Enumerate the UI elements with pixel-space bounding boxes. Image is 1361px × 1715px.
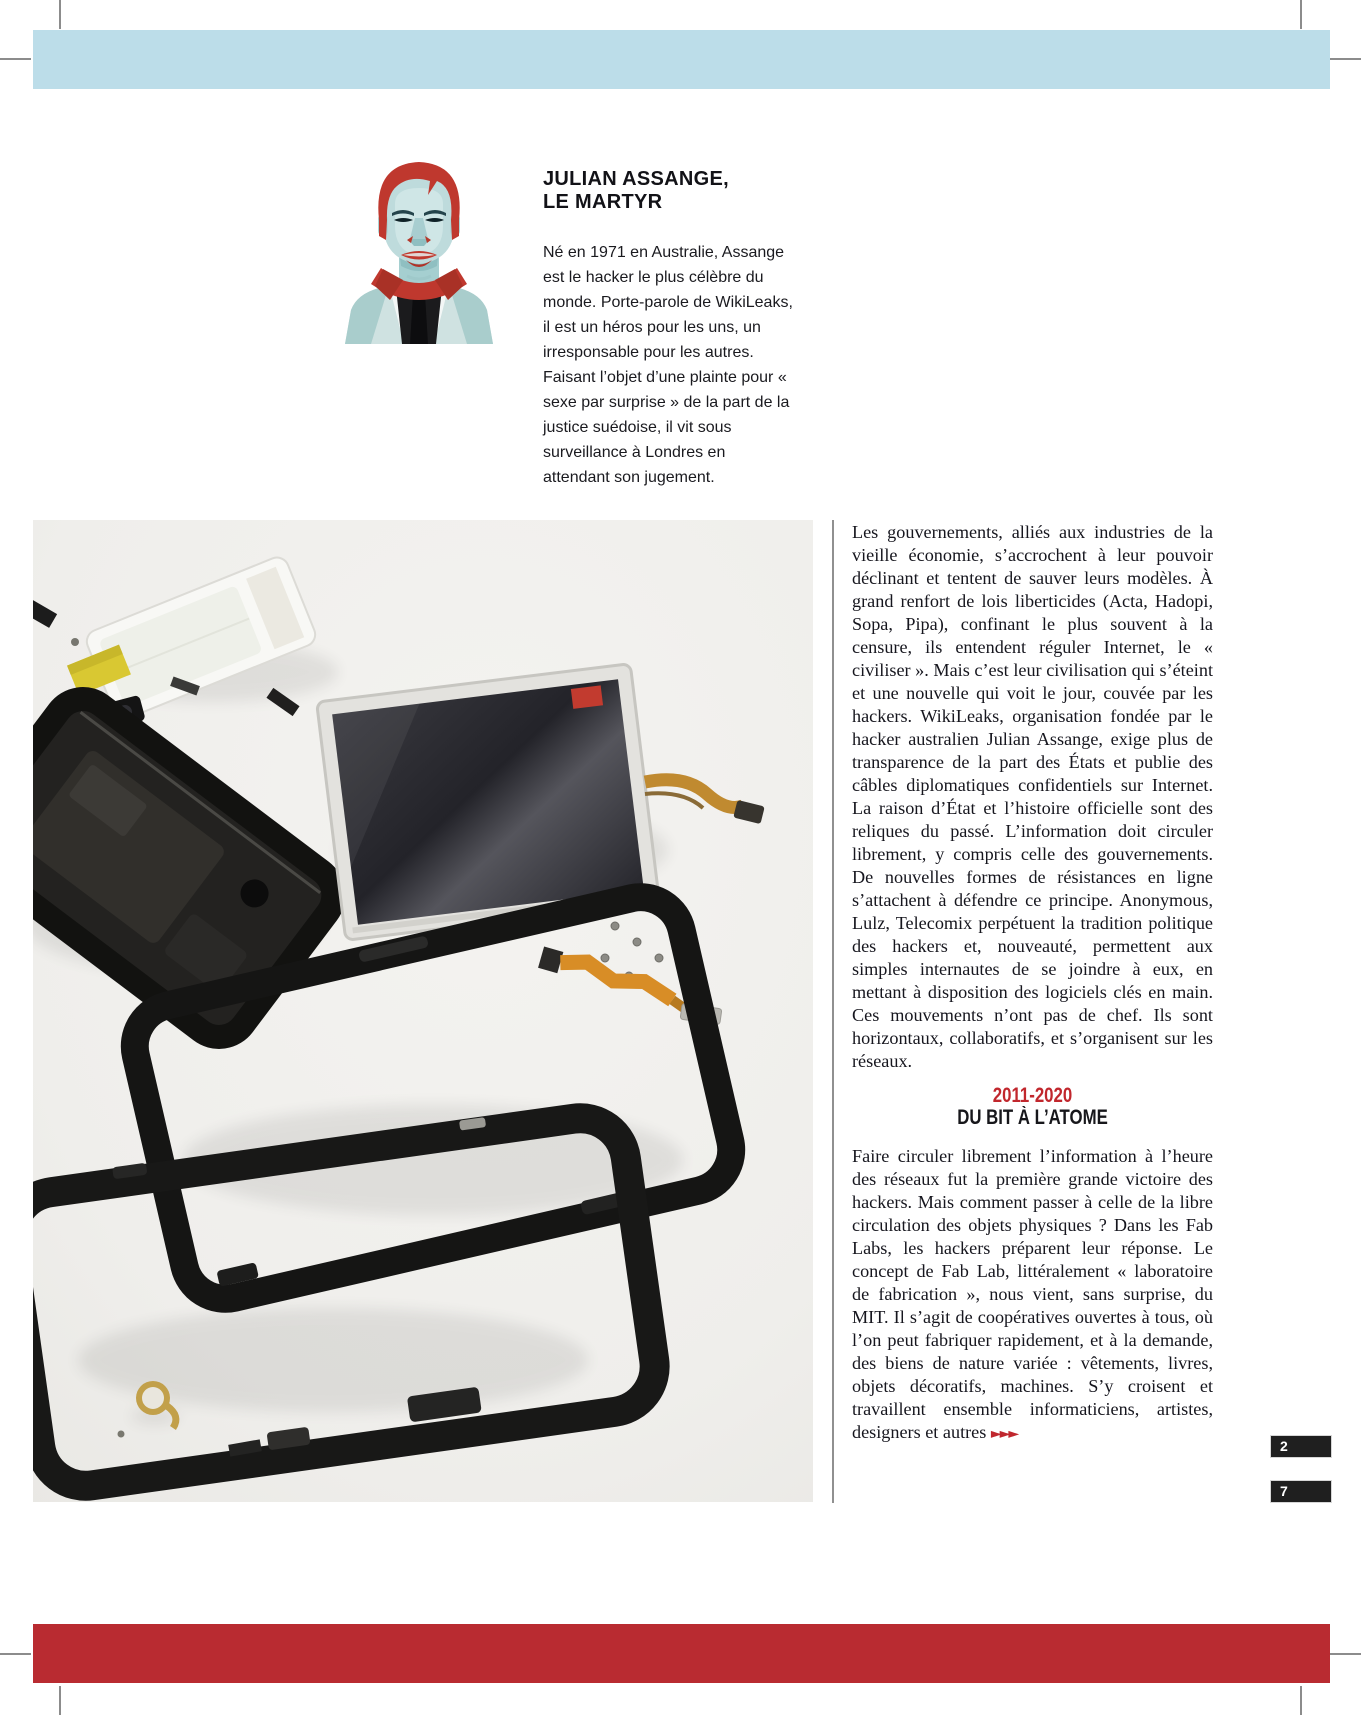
- teardown-photo: [33, 520, 813, 1502]
- profile-title-line2: LE MARTYR: [543, 191, 663, 213]
- section-heading: [852, 1085, 1213, 1129]
- crop-mark-bottom-left-h: [0, 1653, 31, 1655]
- article-paragraph-1: Les gouvernements, alliés aux industries de la vieille économie, s’accrochent à leur pouvoir déclinant et tentent de sauver leurs modèles. À grand renfort de lois liberticides (Acta, Hadopi, Sopa, Pipa), confinant le plus souvent à la censure, ils entendent réguler Internet, le « civiliser ». Mais c’est leur civilisation qui s’éteint et une nouvelle qui voit le jour, couvée par les hackers. WikiLeaks, organisation fondée par le hacker australien Julian Assange, exige plus de transparence de la part des États et publie des câbles diplomatiques confidentiels sur Internet. La raison d’État et l’histoire officielle sont des reliques du passé. L’information doit circuler librement, y compris celle des gouvernements. De nouvelles formes de résistances en ligne s’attachent à défendre ce principe. Anonymous, Lulz, Telecomix perpétuent la tradition politique des hackers et, nouveauté, permettent aux simples internautes de se joindre à eux, en mettant à disposition des logiciels clés en main. Ces mouvements n’ont pas de chef. Ils sont horizontaux, collaboratifs, et s’organisent sur les réseaux.: [852, 522, 1213, 1071]
- crop-mark-top-right-h: [1330, 58, 1361, 60]
- assange-portrait-svg: [333, 148, 505, 344]
- crop-mark-bottom-right-v: [1300, 1686, 1302, 1715]
- assange-portrait-illustration: [333, 148, 505, 346]
- top-color-band: [33, 30, 1330, 89]
- profile-bio: Né en 1971 en Australie, Assange est le hacker le plus célèbre du monde. Porte-parole de WikiLeaks, il est un héros pour les uns, un irresponsable pour les autres. Faisant l’objet d’une plainte pour « sexe par surprise » de la part de la justice suédoise, il vit sous surveillance à Londres en attendant son jugement.: [543, 244, 793, 486]
- crop-mark-top-left-h: [0, 58, 31, 60]
- page-tab-chapter-label: 2: [1280, 1438, 1288, 1454]
- article-column: [852, 521, 1213, 1446]
- page-tab-number: [1270, 1480, 1332, 1503]
- section-kicker: 2011-2020: [992, 1084, 1073, 1107]
- bottom-color-band: [33, 1624, 1330, 1683]
- article-paragraph-2-text: Faire circuler librement l’information à l’heure des réseaux fut la première grande victoire des hackers. Mais comment passer à celle de la libre circulation des objets physiques ? Dans les Fab Labs, les hackers préparent leur réponse. Le concept de Fab Lab, littéralement « laboratoire de fabrication », nous vient, sans surprise, du MIT. Il s’agit de coopératives ouvertes à tous, où l’on peut fabriquer rapidement, et à la demande, des biens de nature variée : vêtements, livres, objets décoratifs, machines. S’y croisent et travaillent ensemble informaticiens, artistes, designers et autres: [852, 1146, 1213, 1442]
- section-title: DU BIT À L’ATOME: [957, 1106, 1108, 1129]
- page-tab-number-label: 7: [1280, 1483, 1288, 1499]
- crop-mark-bottom-left-v: [59, 1686, 61, 1715]
- crop-mark-top-left-v: [59, 0, 61, 29]
- profile-block: [543, 168, 795, 490]
- teardown-photo-svg: [33, 520, 813, 1502]
- profile-title-line1: JULIAN ASSANGE,: [543, 168, 730, 190]
- crop-mark-top-right-v: [1300, 0, 1302, 29]
- profile-title: [543, 168, 795, 214]
- article-paragraph-2: [852, 1145, 1213, 1446]
- continuation-arrows-icon: ►►►: [990, 1426, 1018, 1442]
- column-divider-rule: [832, 520, 834, 1503]
- page-tab-chapter: [1270, 1435, 1332, 1458]
- crop-mark-bottom-right-h: [1330, 1653, 1361, 1655]
